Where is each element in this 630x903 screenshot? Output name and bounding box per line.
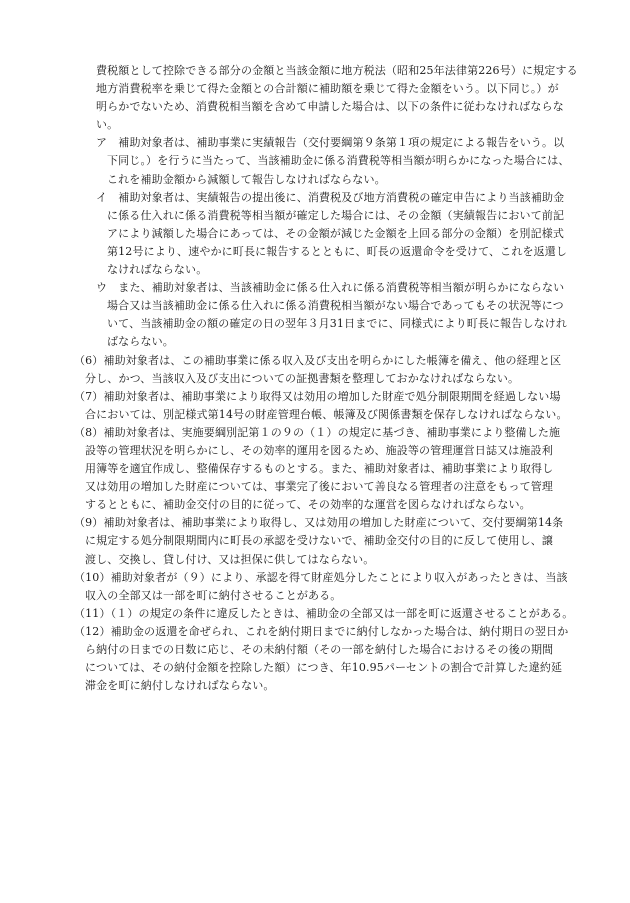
document-line: （6）補助対象者は、この補助事業に係る収入及び支出を明らかにした帳簿を備え、他の経理と区 [74,353,562,367]
document-line: （8）補助対象者は、実施要綱別記第１の９の（１）の規定に基づき、補助事業により整備した施 [74,425,561,439]
document-line: 滞金を町に納付しなければならない。 [85,679,275,693]
document-line: （10）補助対象者が（９）により、承認を得て財産処分したことにより収入があったときは、当該 [74,570,568,584]
document-line: （7）補助対象者は、補助事業により取得又は効用の増加した財産で処分制限期間を経過しない場 [74,389,561,403]
document-line: ウ また、補助対象者は、当該補助金に係る仕入れに係る消費税等相当額が明らかにならない [96,281,565,295]
document-line: 設等の管理状況を明らかにし、その効率的運用を図るため、施設等の管理運営日誌又は施設利 [85,443,553,457]
document-line: これを補助金額から減額して報告しなければならない。 [107,172,386,186]
document-line: 下同じ。）を行うに当たって、当該補助金に係る消費税等相当額が明らかになった場合には、 [107,154,570,168]
document-line: 地方消費税率を乗じて得た金額との合計額に補助額を乗じて得た金額をいう。以下同じ。）が [96,82,559,96]
document-line: なければならない。 [107,263,208,277]
document-line: ばならない。 [107,335,174,349]
document-line: ア 補助対象者は、補助事業に実績報告（交付要綱第９条第１項の規定による報告をいう。以 [96,136,565,150]
document-line: ら納付の日までの日数に応じ、その未納付額（その一部を納付した場合におけるその後の期間 [85,643,554,656]
document-line: 費税額として控除できる部分の金額と当該金額に地方税法（昭和25年法律第226号）に規定する [96,64,578,77]
document-line: 分し、かつ、当該収入及び支出についての証拠書類を整理しておかなければならない。 [85,371,520,385]
document-line: アにより減額した場合にあっては、その金額が減じた金額を上回る部分の金額）を別記様式 [107,226,565,240]
document-line: するとともに、補助金交付の目的に従って、その効率的な運営を図らなければならない。 [85,498,531,512]
document-line: 渡し、交換し、貸し付け、又は担保に供してはならない。 [85,552,375,566]
document-line: については、その納付金額を控除した額）につき、年10.95パーセントの割合で計算した違約延 [85,661,563,675]
document-line: （11）（１）の規定の条件に違反したときは、補助金の全部又は一部を町に返還させることがある。 [74,606,574,620]
document-line: 第12号により、速やかに町長に報告するとともに、町長の返還命令を受けて、これを返還し [107,244,568,258]
document-line: 合においては、別記様式第14号の財産管理台帳、帳簿及び関係書類を保存しなければならない。 [85,407,568,421]
document-line: 用簿等を適宜作成し、整備保存するものとする。また、補助対象者は、補助事業により取得し [85,462,554,476]
document-line: に規定する処分制限期間内に町長の承認を受けないで、補助金交付の目的に反して使用し、譲 [85,534,554,548]
document-line: （12）補助金の返還を命ぜられ、これを納付期日までに納付しなかった場合は、納付期日の翌日か [74,624,569,638]
document-line: （9）補助対象者は、補助事業により取得し、又は効用の増加した財産について、交付要綱第14条 [74,516,564,530]
document-body [74,62,598,695]
document-line: い。 [96,118,119,132]
document-line: いて、当該補助金の額の確定の日の翌年３月31日までに、同様式により町長に報告しなけれ [107,317,568,331]
document-line: に係る仕入れに係る消費税等相当額が確定した場合には、その金額（実績報告において前記 [107,208,565,222]
document-line: イ 補助対象者は、実績報告の提出後に、消費税及び地方消費税の確定申告により当該補助金 [96,190,565,204]
document-line: 収入の全部又は一部を町に納付させることがある。 [85,588,342,602]
document-line: 又は効用の増加した財産については、事業完了後において善良なる管理者の注意をもって管理 [85,480,554,494]
document-line: 場合又は当該補助金に係る仕入れに係る消費税相当額がない場合であってもその状況等につ [107,299,564,313]
document-line: 明らかでないため、消費税相当額を含めて申請した場合は、以下の条件に従わなければならな [96,100,564,114]
